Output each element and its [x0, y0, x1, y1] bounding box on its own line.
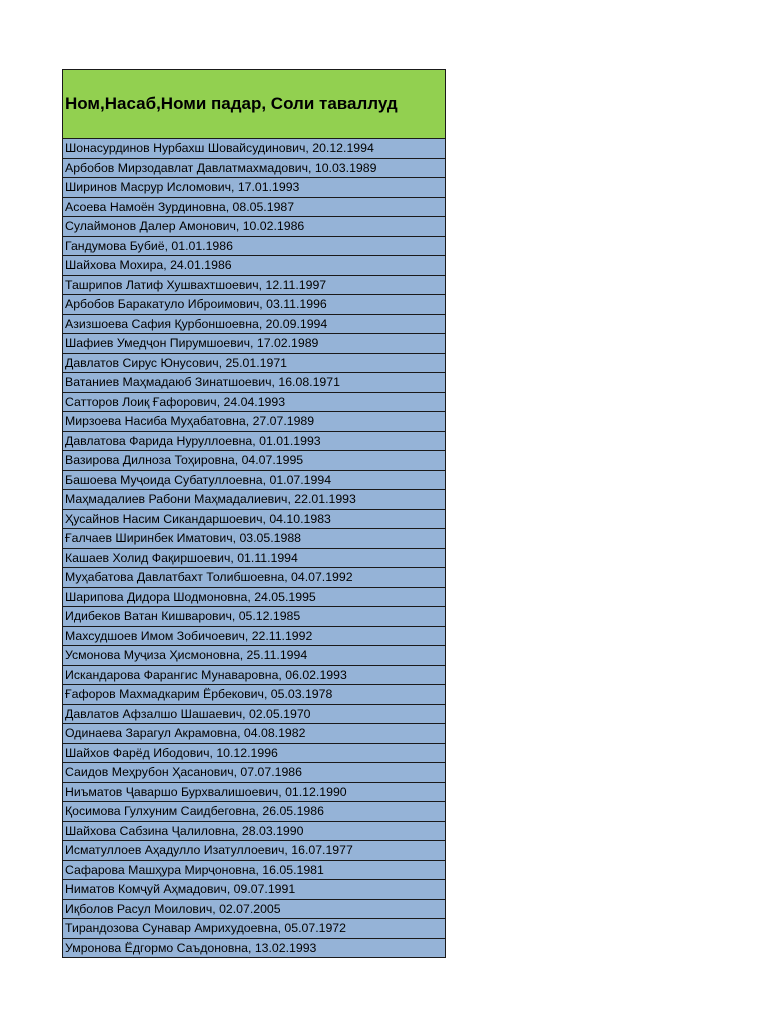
table-row	[63, 275, 446, 295]
name-cell[interactable]: Азизшоева Сафия Қурбоншоевна, 20.09.1994	[63, 314, 446, 334]
name-cell[interactable]: Давлатов Афзалшо Шашаевич, 02.05.1970	[63, 704, 446, 724]
name-cell[interactable]: Иқболов Расул Моилович, 02.07.2005	[63, 899, 446, 919]
table-row	[63, 899, 446, 919]
name-cell[interactable]: Арбобов Баракатуло Иброимович, 03.11.1996	[63, 295, 446, 315]
table-row	[63, 860, 446, 880]
name-cell[interactable]: Шайхова Сабзина Ҷалиловна, 28.03.1990	[63, 821, 446, 841]
table-row	[63, 685, 446, 705]
name-cell[interactable]: Сулаймонов Далер Амонович, 10.02.1986	[63, 217, 446, 237]
table-row	[63, 217, 446, 237]
table-row	[63, 373, 446, 393]
table-row	[63, 938, 446, 958]
name-cell[interactable]: Давлатова Фарида Нуруллоевна, 01.01.1993	[63, 431, 446, 451]
table-row	[63, 724, 446, 744]
table-row	[63, 314, 446, 334]
header-row	[63, 70, 446, 139]
name-cell[interactable]: Шафиев Умедҷон Пирумшоевич, 17.02.1989	[63, 334, 446, 354]
name-cell[interactable]: Муҳабатова Давлатбахт Толибшоевна, 04.07.1992	[63, 568, 446, 588]
table-row	[63, 392, 446, 412]
name-list-table	[62, 69, 446, 958]
name-cell[interactable]: Мирзоева Насиба Муҳабатовна, 27.07.1989	[63, 412, 446, 432]
table-row	[63, 665, 446, 685]
table-row	[63, 353, 446, 373]
table-row	[63, 334, 446, 354]
header-cell[interactable]: Ном,Насаб,Номи падар, Соли таваллуд	[63, 70, 446, 139]
name-cell[interactable]: Башоева Муҷоида Субатуллоевна, 01.07.1994	[63, 470, 446, 490]
name-cell[interactable]: Ниъматов Ҷаваршо Бурхвалишоевич, 01.12.1990	[63, 782, 446, 802]
table-row	[63, 197, 446, 217]
table-row	[63, 802, 446, 822]
name-cell[interactable]: Ғафоров Махмадкарим Ёрбекович, 05.03.1978	[63, 685, 446, 705]
table-row	[63, 490, 446, 510]
table-row	[63, 158, 446, 178]
name-cell[interactable]: Давлатов Сирус Юнусович, 25.01.1971	[63, 353, 446, 373]
name-cell[interactable]: Сатторов Лоиқ Ғафорович, 24.04.1993	[63, 392, 446, 412]
name-cell[interactable]: Ниматов Комҷуй Аҳмадович, 09.07.1991	[63, 880, 446, 900]
name-cell[interactable]: Исматуллоев Аҳадулло Изатуллоевич, 16.07.1977	[63, 841, 446, 861]
name-cell[interactable]: Ҳусайнов Насим Сикандаршоевич, 04.10.1983	[63, 509, 446, 529]
table-row	[63, 568, 446, 588]
name-cell[interactable]: Саидов Меҳрубон Ҳасанович, 07.07.1986	[63, 763, 446, 783]
name-cell[interactable]: Искандарова Фарангис Мунаваровна, 06.02.1993	[63, 665, 446, 685]
name-cell[interactable]: Шарипова Дидора Шодмоновна, 24.05.1995	[63, 587, 446, 607]
table-row	[63, 743, 446, 763]
name-cell[interactable]: Ватаниев Маҳмадаюб Зинатшоевич, 16.08.1971	[63, 373, 446, 393]
name-cell[interactable]: Ташрипов Латиф Хушвахтшоевич, 12.11.1997	[63, 275, 446, 295]
table-row	[63, 704, 446, 724]
name-cell[interactable]: Усмонова Муҷиза Ҳисмоновна, 25.11.1994	[63, 646, 446, 666]
table-row	[63, 763, 446, 783]
table-row	[63, 431, 446, 451]
table-row	[63, 139, 446, 159]
table-row	[63, 841, 446, 861]
table-row	[63, 295, 446, 315]
name-cell[interactable]: Махсудшоев Имом Зобичоевич, 22.11.1992	[63, 626, 446, 646]
name-cell[interactable]: Ғалчаев Ширинбек Иматович, 03.05.1988	[63, 529, 446, 549]
name-cell[interactable]: Тирандозова Сунавар Амрихудоевна, 05.07.1972	[63, 919, 446, 939]
table-row	[63, 607, 446, 627]
table-row	[63, 470, 446, 490]
table-row	[63, 412, 446, 432]
table-row	[63, 919, 446, 939]
name-cell[interactable]: Вазирова Дилноза Тоҳировна, 04.07.1995	[63, 451, 446, 471]
name-cell[interactable]: Умронова Ёдгормо Саъдоновна, 13.02.1993	[63, 938, 446, 958]
table-row	[63, 587, 446, 607]
table-row	[63, 256, 446, 276]
table-row	[63, 821, 446, 841]
table-row	[63, 880, 446, 900]
name-cell[interactable]: Асоева Намоён Зурдиновна, 08.05.1987	[63, 197, 446, 217]
name-cell[interactable]: Гандумова Бубиё, 01.01.1986	[63, 236, 446, 256]
table-row	[63, 451, 446, 471]
table-row	[63, 548, 446, 568]
name-cell[interactable]: Қосимова Гулхуним Саидбеговна, 26.05.1986	[63, 802, 446, 822]
table-row	[63, 178, 446, 198]
table-row	[63, 626, 446, 646]
name-cell[interactable]: Шайхова Мохира, 24.01.1986	[63, 256, 446, 276]
table-row	[63, 529, 446, 549]
table-row	[63, 646, 446, 666]
name-cell[interactable]: Ширинов Масрур Исломович, 17.01.1993	[63, 178, 446, 198]
name-cell[interactable]: Сафарова Машҳура Мирҷоновна, 16.05.1981	[63, 860, 446, 880]
name-cell[interactable]: Шонасурдинов Нурбахш Шовайсудинович, 20.12.1994	[63, 139, 446, 159]
name-cell[interactable]: Кашаев Холид Фақиршоевич, 01.11.1994	[63, 548, 446, 568]
name-cell[interactable]: Одинаева Зарагул Акрамовна, 04.08.1982	[63, 724, 446, 744]
table-row	[63, 236, 446, 256]
name-cell[interactable]: Маҳмадалиев Рабони Маҳмадалиевич, 22.01.1993	[63, 490, 446, 510]
name-cell[interactable]: Идибеков Ватан Кишварович, 05.12.1985	[63, 607, 446, 627]
name-cell[interactable]: Арбобов Мирзодавлат Давлатмахмадович, 10.03.1989	[63, 158, 446, 178]
table-row	[63, 782, 446, 802]
name-cell[interactable]: Шайхов Фарёд Ибодович, 10.12.1996	[63, 743, 446, 763]
table-row	[63, 509, 446, 529]
